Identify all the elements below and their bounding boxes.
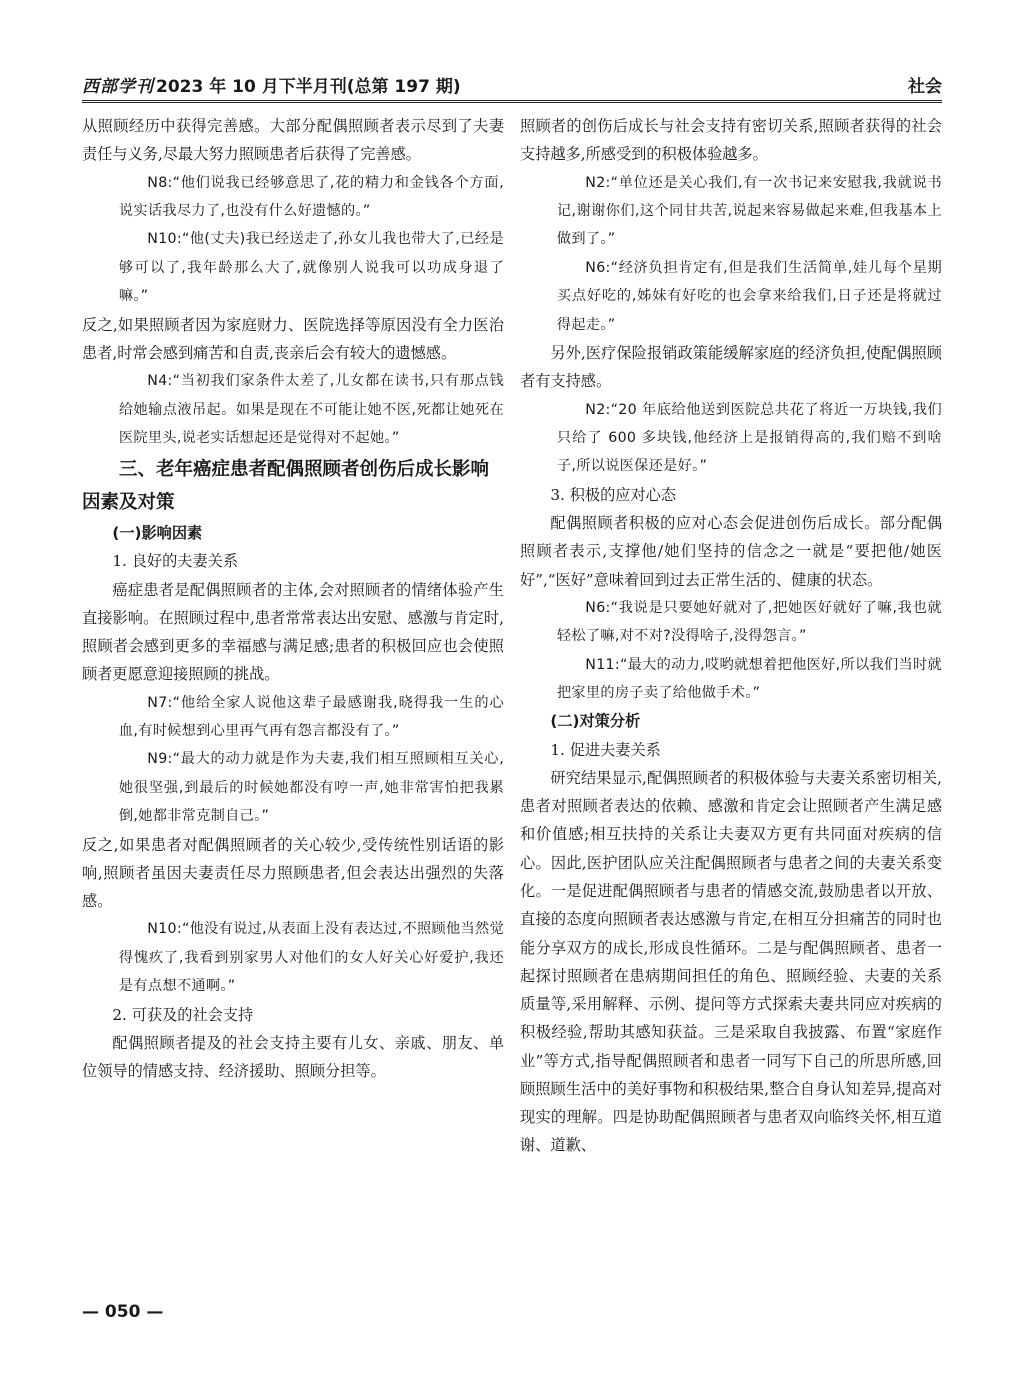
section-label: 社会 bbox=[908, 77, 942, 97]
interview-quote: N10:“他没有说过,从表面上没有表达过,不照顾他当然觉得愧疚了,我看到别家男人对他们的女人好关心好爱护,我还是有点想不通啊。” bbox=[118, 921, 504, 995]
numbered-subheading: 3. 积极的应对心态 bbox=[550, 485, 677, 504]
numbered-subheading: 1. 良好的夫妻关系 bbox=[112, 552, 239, 571]
numbered-subheading: 1. 促进夫妻关系 bbox=[550, 740, 661, 759]
body-paragraph: 癌症患者是配偶照顾者的主体,会对照顾者的情绪体验产生直接影响。在照顾过程中,患者常常表达出安慰、感激与肯定时,照顾者会感到更多的幸福感与满足感;患者的积极回应也会使照顾者更愿意迎接照顾的挑战。 bbox=[82, 580, 504, 684]
section-heading: 三、老年癌症患者配偶照顾者创伤后成长影响因素及对策 bbox=[82, 459, 490, 513]
interview-quote: N2:“单位还是关心我们,有一次书记来安慰我,我就说书记,谢谢你们,这个同甘共苦,说起来容易做起来难,但我基本上做到了。” bbox=[556, 174, 942, 248]
subsection-heading: (一)影响因素 bbox=[112, 524, 203, 543]
journal-logo: 西部学刊 bbox=[82, 77, 154, 97]
subsection-heading: (二)对策分析 bbox=[550, 712, 641, 731]
interview-quote: N10:“他(丈夫)我已经送走了,孙女儿我也带大了,已经是够可以了,我年龄那么大了,就像别人说我可以功成身退了嘛。” bbox=[118, 231, 504, 305]
body-paragraph: 配偶照顾者积极的应对心态会促进创伤后成长。部分配偶照顾者表示,支撑他/她们坚持的信念之一就是“要把他/她医好”,“医好”意味着回到过去正常生活的、健康的状态。 bbox=[520, 513, 942, 589]
body-paragraph: 从照顾经历中获得完善感。大部分配偶照顾者表示尽到了夫妻责任与义务,尽最大努力照顾患者后获得了完善感。 bbox=[82, 117, 504, 164]
interview-quote: N9:“最大的动力就是作为夫妻,我们相互照顾相互关心,她很坚强,到最后的时候她都没有哼一声,她非常害怕把我累倒,她都非常克制自己。” bbox=[118, 751, 504, 825]
interview-quote: N2:“20 年底给他送到医院总共花了将近一万块钱,我们只给了 600 多块钱,他经济上是报销得高的,我们赔不到啥子,所以说医保还是好。” bbox=[556, 401, 942, 475]
page-number: — 050 — bbox=[82, 1302, 164, 1322]
interview-quote: N7:“他给全家人说他这辈子最感谢我,晓得我一生的心血,有时候想到心里再气再有怨言都没有了。” bbox=[118, 694, 504, 740]
interview-quote: N6:“我说是只要她好就对了,把她医好就好了嘛,我也就轻松了嘛,对不对?没得啥子,没得怨言。” bbox=[556, 599, 942, 645]
interview-quote: N6:“经济负担肯定有,但是我们生活简单,娃儿每个星期买点好吃的,姊妹有好吃的也会拿来给我们,日子还是将就过得起走。” bbox=[556, 259, 942, 333]
interview-quote: N4:“当初我们家条件太差了,儿女都在读书,只有那点钱给她输点液吊起。如果是现在不可能让她不医,死都让她死在医院里头,说老实话想起还是觉得对不起她。” bbox=[118, 373, 504, 446]
issue-info: 2023 年 10 月下半月刊(总第 197 期) bbox=[156, 77, 461, 97]
body-paragraph: 反之,如果患者对配偶照顾者的关心较少,受传统性别话语的影响,照顾者虽因夫妻责任尽力照顾患者,但会表达出强烈的失落感。 bbox=[82, 835, 504, 911]
interview-quote: N11:“最大的动力,哎哟就想着把他医好,所以我们当时就把家里的房子卖了给他做手术。” bbox=[556, 656, 942, 701]
body-paragraph: 配偶照顾者提及的社会支持主要有儿女、亲戚、朋友、单位领导的情感支持、经济援助、照顾分担等。 bbox=[82, 1033, 504, 1081]
body-paragraph: 另外,医疗保险报销政策能缓解家庭的经济负担,使配偶照顾者有支持感。 bbox=[520, 343, 942, 391]
interview-quote: N8:“他们说我已经够意思了,花的精力和金钱各个方面,说实话我尽力了,也没有什么好遗憾的。” bbox=[118, 174, 504, 219]
header-rule bbox=[82, 100, 942, 103]
body-paragraph: 照顾者的创伤后成长与社会支持有密切关系,照顾者获得的社会支持越多,所感受到的积极体验越多。 bbox=[520, 117, 942, 164]
body-paragraph: 研究结果显示,配偶照顾者的积极体验与夫妻关系密切相关,患者对照顾者表达的依赖、感激和肯定会让照顾者产生满足感和价值感;相互扶持的关系让夫妻双方更有共同面对疾病的信心。因此,医护团队应关注配偶照顾者与患者之间的夫妻关系变化。一是促进配偶照顾者与患者的情感交流,鼓励患者以开放、直接的态度向照顾者表达感激与肯定,在相互分担痛苦的同时也能分享双方的成长,形成良性循环。二是与配偶照顾者、患者一起探讨照顾者在患病期间担任的角色、照顾经验、夫妻的关系质量等,采用解释、示例、提问等方式探索夫妻共同应对疾病的积极经验,帮助其感知获益。三是采取自我披露、布置“家庭作业”等方式,指导配偶照顾者和患者一同写下自己的所思所感,回顾照顾生活中的美好事物和积极结果,整合自身认知差异,提高对现实的理解。四是协助配偶照顾者与患者双向临终关怀,相互道谢、道歉、 bbox=[520, 768, 942, 1155]
journal-header bbox=[82, 72, 461, 97]
body-paragraph: 反之,如果照顾者因为家庭财力、医院选择等原因没有全力医治患者,时常会感到痛苦和自责,丧亲后会有较大的遗憾感。 bbox=[82, 315, 504, 362]
page-header bbox=[82, 70, 942, 100]
right-column bbox=[520, 112, 942, 1160]
numbered-subheading: 2. 可获及的社会支持 bbox=[112, 1005, 254, 1024]
left-column bbox=[82, 112, 504, 1086]
